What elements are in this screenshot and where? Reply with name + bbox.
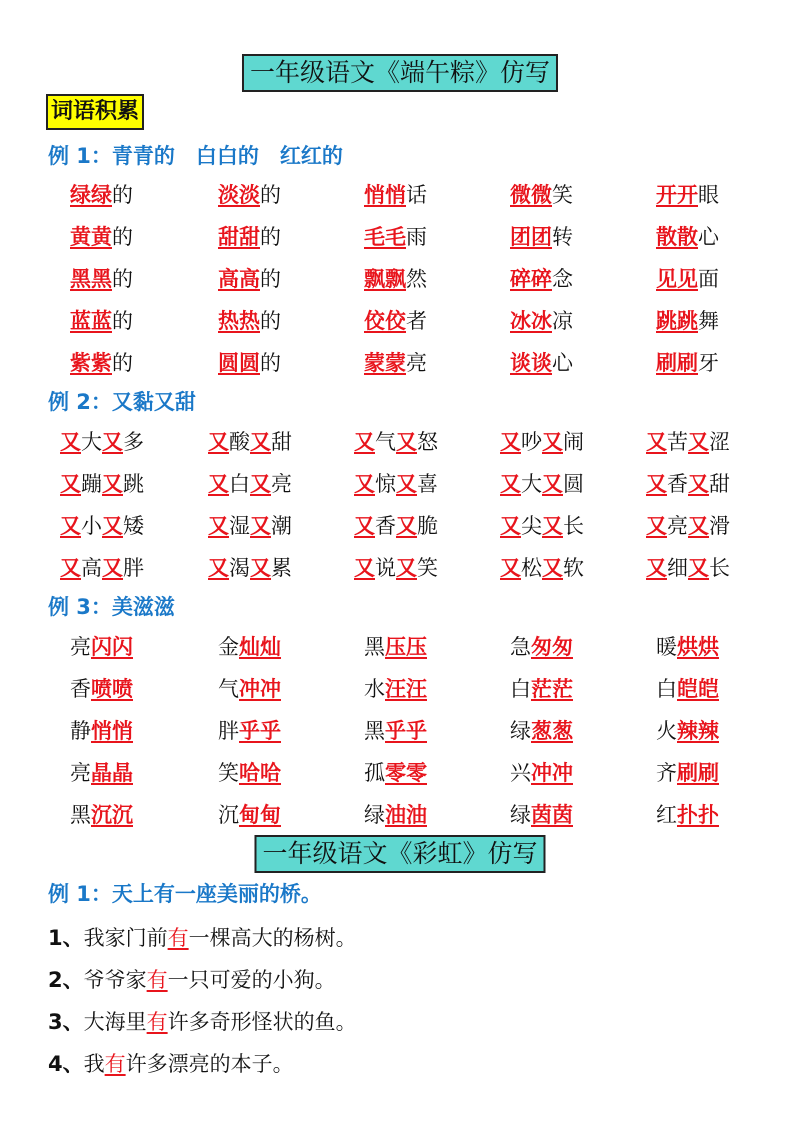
word-part: 潮 — [271, 514, 292, 538]
word-item — [510, 348, 573, 378]
you-char: 又 — [542, 514, 563, 538]
highlight-word: 悄悄 — [91, 719, 133, 743]
word-part: 怒 — [417, 430, 438, 454]
word-item — [208, 553, 292, 583]
suffix-word: 话 — [406, 183, 427, 207]
prefix-word: 白 — [656, 677, 677, 701]
section-title-rainbow: 一年级语文《彩虹》仿写 — [254, 835, 545, 873]
highlight-word: 黄黄 — [70, 225, 112, 249]
word-part: 大 — [521, 472, 542, 496]
word-item — [218, 632, 281, 662]
highlight-word: 谈谈 — [510, 351, 552, 375]
highlight-word: 乎乎 — [239, 719, 281, 743]
highlight-word: 晶晶 — [91, 761, 133, 785]
highlight-word: 油油 — [385, 803, 427, 827]
prefix-word: 暖 — [656, 635, 677, 659]
you-char: 又 — [354, 556, 375, 580]
highlight-word: 哈哈 — [239, 761, 281, 785]
sentence-item — [48, 1048, 294, 1078]
word-item — [656, 222, 719, 252]
word-part: 胖 — [123, 556, 144, 580]
word-item — [364, 674, 427, 704]
highlight-word: 高高 — [218, 267, 260, 291]
highlight-word: 有 — [104, 1052, 126, 1076]
word-part: 气 — [375, 430, 396, 454]
word-item — [364, 716, 427, 746]
sentence-number: 3、 — [48, 1010, 84, 1034]
word-item — [60, 553, 144, 583]
you-char: 又 — [688, 472, 709, 496]
word-item — [510, 180, 573, 210]
suffix-word: 眼 — [698, 183, 719, 207]
word-item — [218, 674, 281, 704]
word-item — [656, 800, 719, 830]
you-char: 又 — [208, 472, 229, 496]
suffix-word: 者 — [406, 309, 427, 333]
word-part: 惊 — [375, 472, 396, 496]
word-item — [218, 716, 281, 746]
you-char: 又 — [646, 472, 667, 496]
word-part: 白 — [229, 472, 250, 496]
you-char: 又 — [500, 430, 521, 454]
word-part: 香 — [375, 514, 396, 538]
highlight-word: 有 — [167, 926, 189, 950]
you-char: 又 — [250, 556, 271, 580]
suffix-word: 凉 — [552, 309, 573, 333]
you-char: 又 — [646, 514, 667, 538]
word-item — [510, 222, 573, 252]
word-item — [218, 758, 281, 788]
prefix-word: 静 — [70, 719, 91, 743]
sentence-text: 一只可爱的小狗。 — [167, 968, 336, 992]
word-part: 亮 — [271, 472, 292, 496]
highlight-word: 葱葱 — [531, 719, 573, 743]
word-item — [60, 511, 144, 541]
prefix-word: 金 — [218, 635, 239, 659]
you-char: 又 — [500, 514, 521, 538]
word-item — [364, 222, 427, 252]
highlight-word: 烘烘 — [677, 635, 719, 659]
word-item — [354, 511, 438, 541]
sentence-number: 1、 — [48, 926, 84, 950]
you-char: 又 — [102, 514, 123, 538]
suffix-word: 面 — [698, 267, 719, 291]
word-part: 湿 — [229, 514, 250, 538]
you-char: 又 — [60, 556, 81, 580]
sentence-number: 4、 — [48, 1052, 84, 1076]
highlight-word: 汪汪 — [385, 677, 427, 701]
word-item — [218, 306, 281, 336]
you-char: 又 — [208, 430, 229, 454]
prefix-word: 黑 — [364, 719, 385, 743]
word-item — [510, 632, 573, 662]
suffix-word: 亮 — [406, 351, 427, 375]
word-part: 细 — [667, 556, 688, 580]
word-item — [646, 511, 730, 541]
word-item — [656, 674, 719, 704]
word-part: 苦 — [667, 430, 688, 454]
you-char: 又 — [102, 472, 123, 496]
highlight-word: 团团 — [510, 225, 552, 249]
suffix-word: 的 — [112, 351, 133, 375]
highlight-word: 悄悄 — [364, 183, 406, 207]
highlight-word: 扑扑 — [677, 803, 719, 827]
word-item — [218, 222, 281, 252]
example-4-heading: 例 1：天上有一座美丽的桥。 — [48, 882, 322, 906]
word-item — [656, 306, 719, 336]
word-part: 闹 — [563, 430, 584, 454]
word-part: 说 — [375, 556, 396, 580]
word-item — [70, 222, 133, 252]
you-char: 又 — [250, 430, 271, 454]
word-item — [646, 553, 730, 583]
word-item — [500, 469, 584, 499]
highlight-word: 热热 — [218, 309, 260, 333]
word-item — [70, 674, 133, 704]
prefix-word: 胖 — [218, 719, 239, 743]
prefix-word: 黑 — [364, 635, 385, 659]
word-item — [208, 511, 292, 541]
sentence-text: 大海里 — [83, 1010, 147, 1034]
prefix-word: 水 — [364, 677, 385, 701]
word-item — [364, 180, 427, 210]
highlight-word: 沉沉 — [91, 803, 133, 827]
section-tag: 词语积累 — [46, 94, 144, 130]
word-item — [354, 469, 438, 499]
word-part: 跳 — [123, 472, 144, 496]
word-part: 长 — [709, 556, 730, 580]
word-item — [364, 758, 427, 788]
suffix-word: 的 — [112, 267, 133, 291]
sentence-text: 我 — [83, 1052, 105, 1076]
you-char: 又 — [102, 430, 123, 454]
word-item — [60, 469, 144, 499]
highlight-word: 绿绿 — [70, 183, 112, 207]
you-char: 又 — [60, 430, 81, 454]
suffix-word: 的 — [260, 183, 281, 207]
suffix-word: 然 — [406, 267, 427, 291]
word-part: 吵 — [521, 430, 542, 454]
suffix-word: 的 — [260, 225, 281, 249]
you-char: 又 — [354, 472, 375, 496]
highlight-word: 蒙蒙 — [364, 351, 406, 375]
word-item — [656, 348, 719, 378]
word-item — [218, 348, 281, 378]
highlight-word: 甜甜 — [218, 225, 260, 249]
highlight-word: 刷刷 — [656, 351, 698, 375]
word-item — [364, 800, 427, 830]
word-item — [500, 553, 584, 583]
highlight-word: 冲冲 — [239, 677, 281, 701]
you-char: 又 — [396, 556, 417, 580]
word-part: 渴 — [229, 556, 250, 580]
suffix-word: 心 — [698, 225, 719, 249]
prefix-word: 白 — [510, 677, 531, 701]
highlight-word: 散散 — [656, 225, 698, 249]
word-item — [70, 632, 133, 662]
prefix-word: 黑 — [70, 803, 91, 827]
highlight-word: 飘飘 — [364, 267, 406, 291]
highlight-word: 喷喷 — [91, 677, 133, 701]
word-item — [354, 553, 438, 583]
word-part: 累 — [271, 556, 292, 580]
prefix-word: 气 — [218, 677, 239, 701]
prefix-word: 孤 — [364, 761, 385, 785]
sentence-text: 许多奇形怪状的鱼。 — [167, 1010, 357, 1034]
highlight-word: 冲冲 — [531, 761, 573, 785]
you-char: 又 — [542, 556, 563, 580]
word-item — [364, 306, 427, 336]
highlight-word: 刷刷 — [677, 761, 719, 785]
you-char: 又 — [688, 514, 709, 538]
word-item — [510, 306, 573, 336]
word-item — [364, 632, 427, 662]
word-item — [70, 348, 133, 378]
prefix-word: 香 — [70, 677, 91, 701]
highlight-word: 黑黑 — [70, 267, 112, 291]
you-char: 又 — [542, 430, 563, 454]
word-item — [656, 758, 719, 788]
word-item — [656, 632, 719, 662]
word-item — [218, 180, 281, 210]
highlight-word: 甸甸 — [239, 803, 281, 827]
word-item — [70, 758, 133, 788]
prefix-word: 绿 — [364, 803, 385, 827]
highlight-word: 匆匆 — [531, 635, 573, 659]
word-item — [500, 511, 584, 541]
example-3-heading: 例 3：美滋滋 — [48, 595, 175, 619]
highlight-word: 闪闪 — [91, 635, 133, 659]
word-item — [510, 716, 573, 746]
you-char: 又 — [102, 556, 123, 580]
word-item — [70, 306, 133, 336]
suffix-word: 雨 — [406, 225, 427, 249]
word-part: 甜 — [271, 430, 292, 454]
you-char: 又 — [500, 472, 521, 496]
word-item — [656, 180, 719, 210]
sentence-item — [48, 922, 357, 952]
word-item — [70, 716, 133, 746]
word-item — [510, 264, 573, 294]
word-part: 滑 — [709, 514, 730, 538]
highlight-word: 微微 — [510, 183, 552, 207]
sentence-text: 爷爷家 — [83, 968, 147, 992]
word-item — [510, 674, 573, 704]
prefix-word: 亮 — [70, 635, 91, 659]
highlight-word: 茵茵 — [531, 803, 573, 827]
prefix-word: 沉 — [218, 803, 239, 827]
prefix-word: 急 — [510, 635, 531, 659]
highlight-word: 冰冰 — [510, 309, 552, 333]
prefix-word: 红 — [656, 803, 677, 827]
highlight-word: 跳跳 — [656, 309, 698, 333]
highlight-word: 蓝蓝 — [70, 309, 112, 333]
sentence-number: 2、 — [48, 968, 84, 992]
suffix-word: 的 — [112, 309, 133, 333]
prefix-word: 亮 — [70, 761, 91, 785]
you-char: 又 — [396, 514, 417, 538]
word-part: 圆 — [563, 472, 584, 496]
you-char: 又 — [646, 556, 667, 580]
word-item — [208, 427, 292, 457]
highlight-word: 有 — [146, 968, 168, 992]
you-char: 又 — [542, 472, 563, 496]
suffix-word: 的 — [260, 309, 281, 333]
word-item — [70, 264, 133, 294]
word-part: 尖 — [521, 514, 542, 538]
word-item — [364, 348, 427, 378]
word-part: 涩 — [709, 430, 730, 454]
word-part: 脆 — [417, 514, 438, 538]
suffix-word: 笑 — [552, 183, 573, 207]
you-char: 又 — [646, 430, 667, 454]
you-char: 又 — [396, 430, 417, 454]
word-item — [656, 716, 719, 746]
word-part: 大 — [81, 430, 102, 454]
page-title: 一年级语文《端午粽》仿写 — [242, 54, 558, 92]
highlight-word: 见见 — [656, 267, 698, 291]
word-part: 矮 — [123, 514, 144, 538]
highlight-word: 圆圆 — [218, 351, 260, 375]
word-part: 蹦 — [81, 472, 102, 496]
word-part: 长 — [563, 514, 584, 538]
you-char: 又 — [60, 472, 81, 496]
word-part: 软 — [563, 556, 584, 580]
word-item — [218, 264, 281, 294]
prefix-word: 绿 — [510, 803, 531, 827]
highlight-word: 压压 — [385, 635, 427, 659]
word-part: 多 — [123, 430, 144, 454]
word-part: 亮 — [667, 514, 688, 538]
highlight-word: 毛毛 — [364, 225, 406, 249]
suffix-word: 转 — [552, 225, 573, 249]
you-char: 又 — [354, 514, 375, 538]
highlight-word: 茫茫 — [531, 677, 573, 701]
suffix-word: 的 — [112, 225, 133, 249]
sentence-item — [48, 1006, 357, 1036]
highlight-word: 乎乎 — [385, 719, 427, 743]
example-1-heading: 例 1：青青的 白白的 红红的 — [48, 144, 343, 168]
sentence-text: 许多漂亮的本子。 — [125, 1052, 294, 1076]
suffix-word: 舞 — [698, 309, 719, 333]
you-char: 又 — [396, 472, 417, 496]
suffix-word: 的 — [112, 183, 133, 207]
prefix-word: 绿 — [510, 719, 531, 743]
word-item — [510, 800, 573, 830]
highlight-word: 零零 — [385, 761, 427, 785]
word-part: 喜 — [417, 472, 438, 496]
sentence-text: 一棵高大的杨树。 — [188, 926, 357, 950]
prefix-word: 火 — [656, 719, 677, 743]
prefix-word: 笑 — [218, 761, 239, 785]
you-char: 又 — [688, 430, 709, 454]
suffix-word: 念 — [552, 267, 573, 291]
highlight-word: 淡淡 — [218, 183, 260, 207]
highlight-word: 辣辣 — [677, 719, 719, 743]
you-char: 又 — [60, 514, 81, 538]
you-char: 又 — [250, 514, 271, 538]
prefix-word: 齐 — [656, 761, 677, 785]
word-item — [60, 427, 144, 457]
suffix-word: 牙 — [698, 351, 719, 375]
you-char: 又 — [688, 556, 709, 580]
you-char: 又 — [208, 556, 229, 580]
suffix-word: 的 — [260, 351, 281, 375]
word-part: 松 — [521, 556, 542, 580]
word-item — [646, 469, 730, 499]
prefix-word: 兴 — [510, 761, 531, 785]
word-part: 香 — [667, 472, 688, 496]
word-item — [364, 264, 427, 294]
word-part: 酸 — [229, 430, 250, 454]
sentence-text: 我家门前 — [83, 926, 168, 950]
highlight-word: 佼佼 — [364, 309, 406, 333]
word-item — [510, 758, 573, 788]
word-item — [70, 800, 133, 830]
highlight-word: 开开 — [656, 183, 698, 207]
you-char: 又 — [250, 472, 271, 496]
highlight-word: 紫紫 — [70, 351, 112, 375]
suffix-word: 的 — [260, 267, 281, 291]
highlight-word: 有 — [146, 1010, 168, 1034]
you-char: 又 — [208, 514, 229, 538]
highlight-word: 灿灿 — [239, 635, 281, 659]
you-char: 又 — [354, 430, 375, 454]
word-item — [218, 800, 281, 830]
word-part: 笑 — [417, 556, 438, 580]
word-item — [500, 427, 584, 457]
word-item — [354, 427, 438, 457]
word-item — [656, 264, 719, 294]
you-char: 又 — [500, 556, 521, 580]
word-part: 甜 — [709, 472, 730, 496]
highlight-word: 皑皑 — [677, 677, 719, 701]
word-part: 小 — [81, 514, 102, 538]
suffix-word: 心 — [552, 351, 573, 375]
word-item — [70, 180, 133, 210]
sentence-item — [48, 964, 336, 994]
word-part: 高 — [81, 556, 102, 580]
example-2-heading: 例 2：又黏又甜 — [48, 390, 196, 414]
word-item — [208, 469, 292, 499]
word-item — [646, 427, 730, 457]
highlight-word: 碎碎 — [510, 267, 552, 291]
